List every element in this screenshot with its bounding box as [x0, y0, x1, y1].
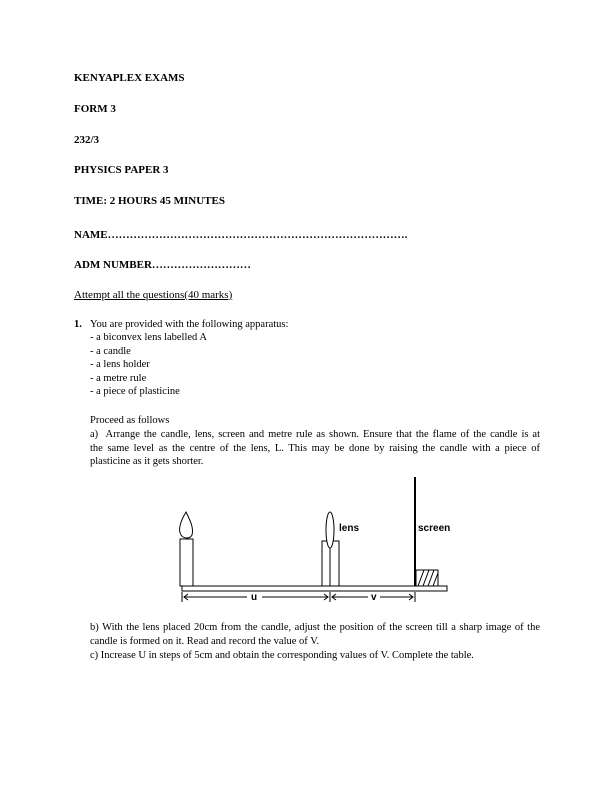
paper-code: 232/3 — [74, 134, 100, 146]
apparatus-item: - a piece of plasticine — [90, 386, 180, 397]
school-name: KENYAPLEX EXAMS — [74, 72, 185, 84]
lens-label: lens — [339, 523, 360, 534]
proceed-label: Proceed as follows — [90, 415, 170, 426]
adm-field: ADM NUMBER……………………… — [74, 259, 251, 271]
apparatus-item: - a lens holder — [90, 359, 150, 370]
apparatus-item: - a candle — [90, 345, 131, 357]
candle — [180, 539, 193, 586]
step-a: a) Arrange the candle, lens, screen and metre rule as shown. Ensure that the flame of the candle is at the same level as the centre of the lens, L. This may be done by raising the candle with a piece of plasticine as it gets shorter. — [90, 429, 572, 467]
apparatus-item: - a metre rule — [90, 372, 147, 384]
apparatus-item: - a biconvex lens labelled A — [90, 332, 207, 343]
lens-icon — [326, 512, 334, 548]
step-b: b) With the lens placed 20cm from the candle, adjust the position of the screen till a sharp image of the candle is formed on it. Read and record the value of V. — [90, 622, 540, 647]
screen-label: screen — [418, 523, 451, 534]
time-allowed: TIME: 2 HOURS 45 MINUTES — [74, 195, 225, 207]
name-field: NAME………………………………………………………………………. — [74, 229, 408, 241]
flame-icon — [180, 512, 193, 538]
v-label: v — [371, 592, 377, 603]
instructions: Attempt all the questions(40 marks) — [74, 289, 233, 301]
question-intro: You are provided with the following apparatus: — [90, 319, 289, 330]
question-number: 1. — [74, 319, 82, 330]
form-label: FORM 3 — [74, 103, 116, 115]
step-c: c) Increase U in steps of 5cm and obtain the corresponding values of V. Complete the table. — [90, 650, 474, 661]
metre-rule — [182, 586, 447, 591]
paper-title: PHYSICS PAPER 3 — [74, 164, 169, 176]
u-label: u — [251, 592, 258, 603]
